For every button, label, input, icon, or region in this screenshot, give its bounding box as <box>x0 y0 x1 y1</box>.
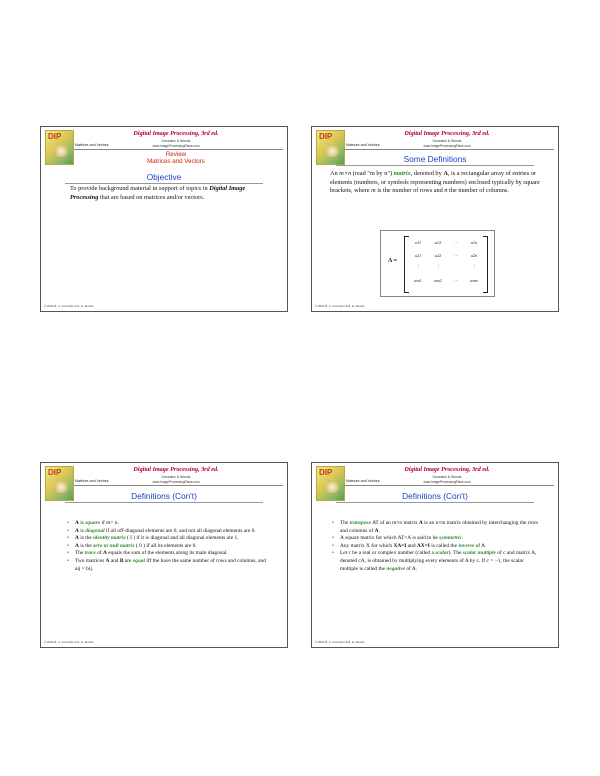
header-divider <box>74 149 283 150</box>
website: www.ImageProcessingPlace.com <box>152 144 200 148</box>
list-item: • A is square if m= n. <box>67 520 267 528</box>
definitions-list <box>332 520 540 573</box>
slide-heading: Definitions (Con't) <box>402 491 468 501</box>
slide-subtitle-review: Review <box>165 151 187 158</box>
matrix-cell: am1 <box>414 278 422 283</box>
objective-paragraph: To provide background material in support of topics in Digital Image Processing that are based on matrices and/or vectors. <box>70 185 246 201</box>
matrix-cell: a21 <box>414 253 422 258</box>
copyright-footer: © 2002 R. C. Gonzalez & R. E. Woods <box>315 640 365 644</box>
matrix-cell: a22 <box>434 253 442 258</box>
slide-definitions-2[interactable] <box>311 462 559 648</box>
section-label: Matrices and Vectors <box>75 143 109 147</box>
definitions-list <box>67 520 267 573</box>
logo-dip-text: DIP <box>319 468 333 477</box>
section-label: Matrices and Vectors <box>346 143 380 147</box>
website: www.ImageProcessingPlace.com <box>423 144 471 148</box>
matrix-definition-paragraph: An m×n (read "m by n") matrix, denoted by A, is a rectangular array of entries or elements (numbers, or symbols representing numbers) enclosed typically by square brackets, where m is the number of rows and n the number of columns. <box>330 170 540 195</box>
section-label: Matrices and Vectors <box>75 479 109 483</box>
slide-heading: Some Definitions <box>403 154 467 164</box>
logo-dip-text: DIP <box>48 468 62 477</box>
matrix-cell: ⋮ <box>471 264 477 269</box>
website: www.ImageProcessingPlace.com <box>423 480 471 484</box>
matrix-cell: a1n <box>470 240 478 245</box>
matrix-cell: ··· <box>454 278 458 283</box>
copyright-footer: © 2002 R. C. Gonzalez & R. E. Woods <box>315 304 365 308</box>
matrix-cell: ⋮ <box>415 264 421 269</box>
heading-divider <box>336 165 534 166</box>
list-item: • A is diagonal if all off-diagonal elements are 0, and not all diagonal elements are 0. <box>67 528 267 536</box>
matrix-cell: ⋮ <box>435 264 441 269</box>
right-bracket <box>483 236 488 293</box>
header-divider <box>345 485 554 486</box>
heading-divider <box>65 502 263 503</box>
header-divider <box>74 485 283 486</box>
book-title: Digital Image Processing, 3rd ed. <box>404 130 490 137</box>
matrix-label: A = <box>388 258 397 264</box>
heading-divider <box>336 502 534 503</box>
list-item: • A is the identity matrix ( I ) if it is diagonal and all diagonal elements are 1. <box>67 535 267 543</box>
matrix-cell: ··· <box>454 240 458 245</box>
header-divider <box>345 149 554 150</box>
matrix-cell: a11 <box>414 240 422 245</box>
list-item: • The trace of A equals the sum of the elements along its main diagonal. <box>67 550 267 558</box>
list-item: • The transpose AT of an m×n matrix A is an n×m matrix obtained by interchanging the rows and columns of A. <box>332 520 540 535</box>
logo-dip-text: DIP <box>319 132 333 141</box>
website: www.ImageProcessingPlace.com <box>152 480 200 484</box>
book-title: Digital Image Processing, 3rd ed. <box>404 466 490 473</box>
slide-some-definitions[interactable] <box>311 126 559 312</box>
slide-definitions-1[interactable] <box>40 462 288 648</box>
copyright-footer: © 2002 R. C. Gonzalez & R. E. Woods <box>44 640 94 644</box>
slide-heading: Definitions (Con't) <box>131 491 197 501</box>
matrix-cell: ··· <box>454 253 458 258</box>
matrix-cell: a2n <box>470 253 478 258</box>
matrix-figure <box>380 230 495 297</box>
slide-objective[interactable] <box>40 126 288 312</box>
authors: Gonzalez & Woods <box>432 139 462 143</box>
authors: Gonzalez & Woods <box>432 475 462 479</box>
slide-heading: Objective <box>146 172 182 182</box>
authors: Gonzalez & Woods <box>161 139 191 143</box>
matrix-cell: a12 <box>434 240 442 245</box>
book-title: Digital Image Processing, 3rd ed. <box>133 130 219 137</box>
copyright-footer: © 2002 R. C. Gonzalez & R. E. Woods <box>44 304 94 308</box>
logo-dip-text: DIP <box>48 132 62 141</box>
matrix-cell: am2 <box>434 278 442 283</box>
list-item: • Let c be a real or complex number (called a scalar). The scalar multiple of c and matrix A, denoted cA, is obtained by multiplying every elements of A by c. If c = −1, the scalar multiple is called the negative of A. <box>332 550 540 573</box>
heading-divider <box>65 183 263 184</box>
list-item: • A is the zero or null matrix ( 0 ) if all its elements are 0. <box>67 543 267 551</box>
section-label: Matrices and Vectors <box>346 479 380 483</box>
list-item: • Any matrix X for which XA=I and AX=I is called the inverse of A. <box>332 543 540 551</box>
authors: Gonzalez & Woods <box>161 475 191 479</box>
list-item: • Two matrices A and B are equal iff the have the same number of rows and columns, and aij = bij. <box>67 558 267 573</box>
list-item: • A square matrix for which AT=A is said to be symmetric. <box>332 535 540 543</box>
matrix-cell: amn <box>470 278 478 283</box>
slide-subtitle-topic: Matrices and Vectors <box>147 158 205 165</box>
book-title: Digital Image Processing, 3rd ed. <box>133 466 219 473</box>
